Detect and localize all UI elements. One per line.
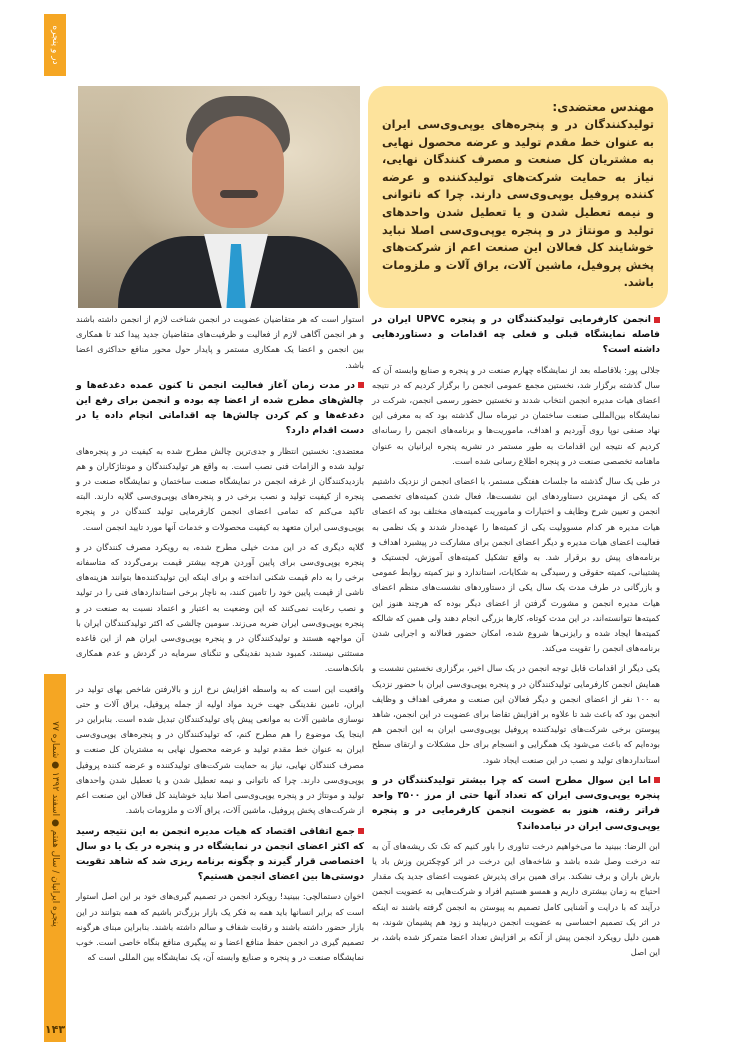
article-paragraph: [76, 540, 364, 677]
question-bullet-icon: [358, 382, 364, 388]
issue-strip: [44, 674, 66, 1042]
paragraph-text: اخوان دستمالچی: ببینید! رویکرد انجمن در تصمیم گیری‌های خود بر این اصل استوار است که برابر انسانها باید همه به فکر یک بازار بزرگ‌تر باشیم که همه بتوانند در این بازار حضور داشته باشند و رقابت شفاف و سالم داشته باشند. بنابراین مبنای هرگونه تصمیم گیری در انجمن حفظ منافع اعضا و نه پیگیری منافع بنگاه خاصی است. خوب نمایشگاه صنعت در و پنجره و صنایع وابسته آن، یک نمایشگاه بین المللی است که: [76, 891, 364, 963]
question-bullet-icon: [654, 317, 660, 323]
paragraph-text: معتضدی: نخستین انتظار و جدی‌ترین چالش مطرح شده به کیفیت در و پنجره‌های تولید شده و الزامات فنی نصب است. به واقع هر تولیدکنندگان و مونتاژکاران و هم بازدیدکنندگان از غرفه انجمن در نمایشگاه صنعت ساختمان و نمایشگاه صنعت در و پنجره از کیفیت تولید و نصب برخی در و پنجره‌های یوپی‌وی‌سی گلایه دارند. البته تاکید می‌کنم که تمامی اعضای انجمن کارفرمایی تولید کنندگان در و پنجره یوپی‌وی‌سی ایران متعهد به کیفیت محصولات و خدمات آنها مورد تایید انجمن است.: [76, 445, 364, 532]
interview-question: [372, 773, 660, 834]
section-tab: [44, 14, 66, 76]
article-paragraph: [76, 444, 364, 535]
article-column-left: [76, 312, 364, 970]
article-paragraph: [76, 682, 364, 819]
question-text: اما این سوال مطرح است که چرا بیشتر تولیدکنندگان در و پنجره یوپی‌وی‌سی ایران که تعداد آنها حتی از مرز ۳۵۰۰ واحد فراتر رفته، هنوز به عضویت انجمن کارفرمایی در و پنجره یوپی‌وی‌سی ایران در نیامده‌اند؟: [372, 774, 660, 832]
interview-question: [372, 312, 660, 358]
pull-quote-box: [368, 86, 668, 308]
section-label: در و پنجره: [50, 25, 60, 65]
pull-quote-text: تولیدکنندگان در و پنجره‌های یوپی‌وی‌سی ایران به عنوان خط مقدم تولید و عرضه محصول نهایی به مشتریان کل صنعت و مصرف کنندگان نهایی، نیاز به حمایت شرکت‌های تولیدکننده و عرضه کننده پروفیل یوپی‌وی‌سی دارند. چرا که ناتوانی و نیمه تعطیل شدن و یا تعطیل شدن واحدهای تولید و مونتاژ در و پنجره یوپی‌وی‌سی اصلا نباید خوشایند کل فعالان این صنعت اعم از شرکت‌های پخش پروفیل، ماشین آلات، یراق آلات و ملزومات باشد.: [382, 118, 654, 290]
page-number: ۱۴۳: [44, 1023, 66, 1036]
question-text: در مدت زمان آغاز فعالیت انجمن تا کنون عمده دغدغه‌ها و چالش‌های مطرح شده از اعضا چه بوده و انجمن برای رفع این دغدغه‌ها و کم کردن چالش‌ها چه اقداماتی انجام داده یا در دست اقدام دارد؟: [76, 379, 364, 437]
paragraph-text: واقعیت این است که به واسطه افزایش نرخ ارز و بالارفتن شاخص بهای تولید در ایران، تامین نقدینگی جهت خرید مواد اولیه از جمله پروفیل، یراق آلات و حتی نوسازی ماشین آلات به موانعی پیش پای تولیدکنندگان تبدیل شده است. بنابراین در اینجا یک موضوع را هم مطرح کنم، که تولیدکنندگان در و پنجره‌های یوپی‌وی‌سی ایران به عنوان خط مقدم تولید و عرضه محصول نهایی به مشتریان کل صنعت و مصرف کنندگان نهایی، نیاز به حمایت شرکت‌های تولیدکننده و عرضه کننده پروفیل یوپی‌وی‌سی دارند. چرا که ناتوانی و نیمه تعطیل شدن و یا تعطیل شدن واحدهای تولید و مونتاژ در و پنجره یوپی‌وی‌سی اصلا نباید خوشایند کل فعالان این صنعت اعم از شرکت‌های پخش پروفیل، ماشین آلات، یراق آلات و ملزومات باشد.: [76, 683, 364, 816]
article-paragraph: [372, 661, 660, 767]
interview-question: [76, 378, 364, 439]
page-sidebar: [44, 14, 66, 1042]
question-text: جمع اتفاقی اقتصاد که هیات مدیره انجمن به این نتیجه رسید که اکثر اعضای انجمن در نمایشگاه در و پنجره در یک یا دو سال اختصاصی قرار گیرند و چگونه برنامه ریزی شد که شاهد تقویت دوستی‌ها بین اعضای انجمن هستیم؟: [76, 825, 364, 883]
question-bullet-icon: [654, 777, 660, 783]
question-bullet-icon: [358, 828, 364, 834]
article-paragraph: [76, 312, 364, 373]
article-paragraph: [76, 889, 364, 965]
article-column-right: [372, 312, 660, 965]
pull-quote-name: مهندس معتضدی:: [552, 100, 654, 114]
interviewee-photo: [78, 86, 360, 308]
paragraph-text: استوار است که هر متقاضیان عضویت در انجمن شناخت لازم از انجمن داشته باشند و هر انجمن آگاهی لازم از فعالیت و ظرفیت‌های متقاضیان جدید پیدا کند تا همکاری بین انجمن و اعضا یک همکاری مستمر و پایدار حول محور منافع حداکثری اعضا باشد.: [76, 314, 364, 370]
paragraph-text: یکی دیگر از اقدامات قابل توجه انجمن در یک سال اخیر، برگزاری نخستین نشست و همایش انجمن کارفرمایی تولیدکنندگان در و پنجره یوپی‌وی‌سی ایران با حضور نزدیک به ۱۰۰ نفر از اعضای انجمن و دیگر فعالان این صنعت و معرفی اهداف و وظایف انجمن بود که باعث شد تا علاوه بر افزایش تقاضا برای عضویت در این انجمن، شاهد پیوستن برخی شرکت‌های تولیدکننده پروفیل یوپی‌وی‌سی ایران به این انجمن هم بوده‌ایم که باعث می‌شود یک همگرایی و انسجام برای حل مشکلات و ارتقای سطح استانداردهای تولید و نصب در این صنعت ایجاد شود.: [372, 663, 660, 765]
interview-question: [76, 824, 364, 885]
question-text: انجمن کارفرمایی تولیدکنندگان در و پنجره UPVC ایران در فاصله نمایشگاه قبلی و فعلی چه اقدامات و دستاوردهایی داشته است؟: [372, 314, 660, 356]
paragraph-text: جلالی پور: بلافاصله بعد از نمایشگاه چهارم صنعت در و پنجره و صنایع وابسته آن که سال گذشته برگزار شد، نخستین مجمع عمومی انجمن را برگزار کردیم که در نتیجه اعضای هیات مدیره انجمن انتخاب شدند و نخستین حضور رسمی انجمن، شرکت در نمایشگاه بین‌المللی صنعت ساختمان در تیرماه سال گذشته بود که به معرفی این نهاد صنفی نوپا روی آوردیم و اهداف، ماموریت‌ها و برنامه‌های انجمن را رسانه‌ای کردیم که نتیجه این اقدامات به طور مستمر در نشریه پنجره ایرانیان به عنوان ماهنامه تخصصی صنعت در و پنجره اطلاع رسانی شده است.: [372, 364, 660, 466]
issue-info: پنجره ایرانیان / سال هفتم ● اسفند ۱۳۹۲ ● شماره ۷۷: [50, 721, 60, 927]
paragraph-text: ابن الرضا: ببینید ما می‌خواهیم درخت تناوری را باور کنیم که تک تک ریشه‌های آن به تنه درخت وصل شده باشد و شاخه‌های این درخت در اثر کوچکترین وزش باد یا بارش باران و برف نشکند. برای همین برای پذیرش عضویت اعضای جدید یک مقدار احتیاج به زمان بیشتری داریم و همسو هستیم افراد و شرکت‌هایی به عضویت انجمن درآیند که با درایت و آشنایی کامل تصمیم به پیوستن به انجمن گرفته باشند نه اینکه در اثر یک تصمیم احساسی به عضویت انجمن دربیایند و زود هم پشیمان شوند، به همین دلیل رویکرد انجمن پیش از آنکه بر افزایش تعداد اعضا متمرکز شده باشد، بر این اصل: [372, 840, 660, 958]
article-paragraph: [372, 363, 660, 469]
article-paragraph: [372, 839, 660, 961]
paragraph-text: در طی یک سال گذشته ما جلسات هفتگی مستمر، با اعضای انجمن از نزدیک داشتیم که یکی از مهمترین دستاوردهای این نشست‌ها، فعال شدن کمیته‌های تخصصی انجمن و تعیین شرح وظایف و اختیارات و ماموریت کمیته‌های مختلف بود که اعضای هیات مدیره هر کدام مسوولیت یکی از کمیته‌ها را عهده‌دار شدند و یک نظمی به فعالیت اعضای هیات مدیره و دیگر اعضای انجمن برای مشارکت در پیشبرد اهداف و برنامه‌های پیش رو برقرار شد. به واقع تشکیل کمیته‌های آموزش، لجستیک و پشتیبانی، کمیته حقوقی و رسیدگی به شکایات، استاندارد و نیز کمیته روابط عمومی و بازرگانی در طرف مدت یک سال یکی از دستاوردهای نشست‌های منظم اعضای هیات مدیره انجمن و مشورت گرفتن از اعضای دیگر بوده که هرچند هنوز این کمیته‌ها نتوانسته‌اند، در این مدت کوتاه، کارها بزرگی انجام دهند ولی همین که شالکه کمیته‌ها ایجاد شده و رایزنی‌ها شروع شده، امکان حضور فعالانه و اجرایی شدن برنامه‌های انجمن را تقویت می‌کند.: [372, 476, 660, 654]
article-paragraph: [372, 474, 660, 656]
paragraph-text: گلایه دیگری که در این مدت خیلی مطرح شده، به رویکرد مصرف کنندگان در و پنجره یوپی‌وی‌سی برای پایین آوردن هرچه بیشتر قیمت برمی‌گردد که متاسفانه برخی را به دام قیمت شکنی انداخته و برای اینکه این تولیدکننده‌ها بتوانند هزینه‌های ناشی از قیمت پایین خود را تامین کنند، به ناچار برخی استانداردهای فنی را در تولید و نصب رعایت نمی‌کنند که این وضعیت به اعتبار و اعتماد نسبت به صنعت در و پنجره یوپی‌وی‌سی ایران ضربه می‌زند. سومین چالشی که اکثر تولیدکنندگان ایران با آن مواجهه هستند و تولیدکنندگان در و پنجره یوپی‌وی‌سی ایران هم از این قاعده مستثنی نیستند، کمبود شدید نقدینگی و تنگنای سرمایه در گردش و عدم همکاری بانک‌هاست.: [76, 541, 364, 674]
